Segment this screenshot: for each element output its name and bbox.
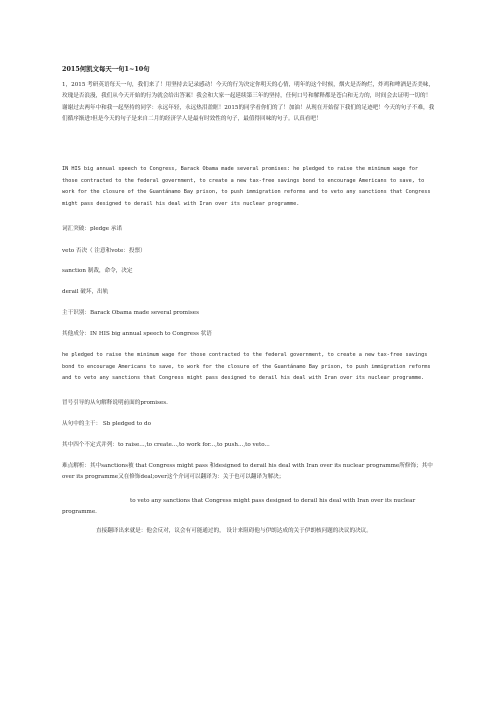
explanation-sentence: he pledged to raise the minimum wage for those contracted to the federal government, to create a new tax-free savings bond to encourage Americans to save, to work for the closure of the Guantánamo Bay prison, to push immigration reforms and to veto any sanctions that Congress might pass designed to derail his deal with Iran over its nuclear programme. xyxy=(62,352,431,382)
vocab-sanction: sanction 制裁，命令，决定 xyxy=(62,268,133,274)
infinitives-note: 其中四个不定式并列：to raise...,to create...,to work for...,to push...,to veto... xyxy=(62,442,270,448)
vocab-heading: 词汇突破：pledge 承诺 xyxy=(62,226,123,232)
intro-paragraph: 1，2015 考研英语每天一句，我们来了！用坚持去记录感动！今天的行为决定你明天的心情，明年的这个时候，烟火是否绚烂，炸鸡和啤酒是否美味，玫瑰是否浪漫，我们从今天开始的行为就会给出答案！我会和大家一起延续第三年的坚持，任何口号和解释都是苍白和无力的，时间会去证明一切的！谢谢过去两年中和我一起坚持的同学：永远年轻，永远热泪盈眶！2015的同学看你们的了！加油！从现在开始留下我们的足迹吧！今天的句子不难，我们循序渐进!但是今天的句子是来自二月的经济学人是最有时效性的句子，最值得回味的句子。认真看吧！ xyxy=(62,82,435,123)
other-parts: 其他成分：IN HIS big annual speech to Congress 状语 xyxy=(62,331,212,337)
difficulty-quote: to veto any sanctions that Congress might pass designed to derail his deal with Iran over its nuclear programme. xyxy=(62,498,416,516)
vocab-derail: derail 破坏，出轨 xyxy=(62,289,109,295)
colon-note: 冒号引导的从句解释说明前面的promises. xyxy=(62,400,168,406)
sentence-paragraph: IN HIS big annual speech to Congress, Barack Obama made several promises: he pledged to raise the minimum wage for those contracted to the federal government, to create a new tax-free savings bond to encourage Americans to save, to work for the closure of the Guantánamo Bay prison, to push immigration reforms and to veto any sanctions that Congress might pass designed to derail his deal with Iran over its nuclear programme. xyxy=(62,166,431,207)
translation-note: 直接翻译出来就是：他会反对，议会有可能通过的， 设计来阻碍他与伊朗达成的关于伊朗核问题的决议的决议。 xyxy=(96,528,372,534)
main-clause: 主干识别：Barack Obama made several promises xyxy=(62,310,199,316)
difficulty-note: 难点解析：其中sanctions被 that Congress might pass 和designed to derail his deal with Iran over its nuclear programme所修饰；其中over its programme又在修饰deal;over这个介词可以翻译为：关于也可以翻译为解决； xyxy=(62,463,433,481)
subject-note: 从句中的主干： Sb pledged to do xyxy=(62,421,151,427)
vocab-veto: veto 否决（ 注意和vote：投票） xyxy=(62,248,146,254)
document-title: 2015何凯文每天一句1~10句 xyxy=(62,65,150,73)
